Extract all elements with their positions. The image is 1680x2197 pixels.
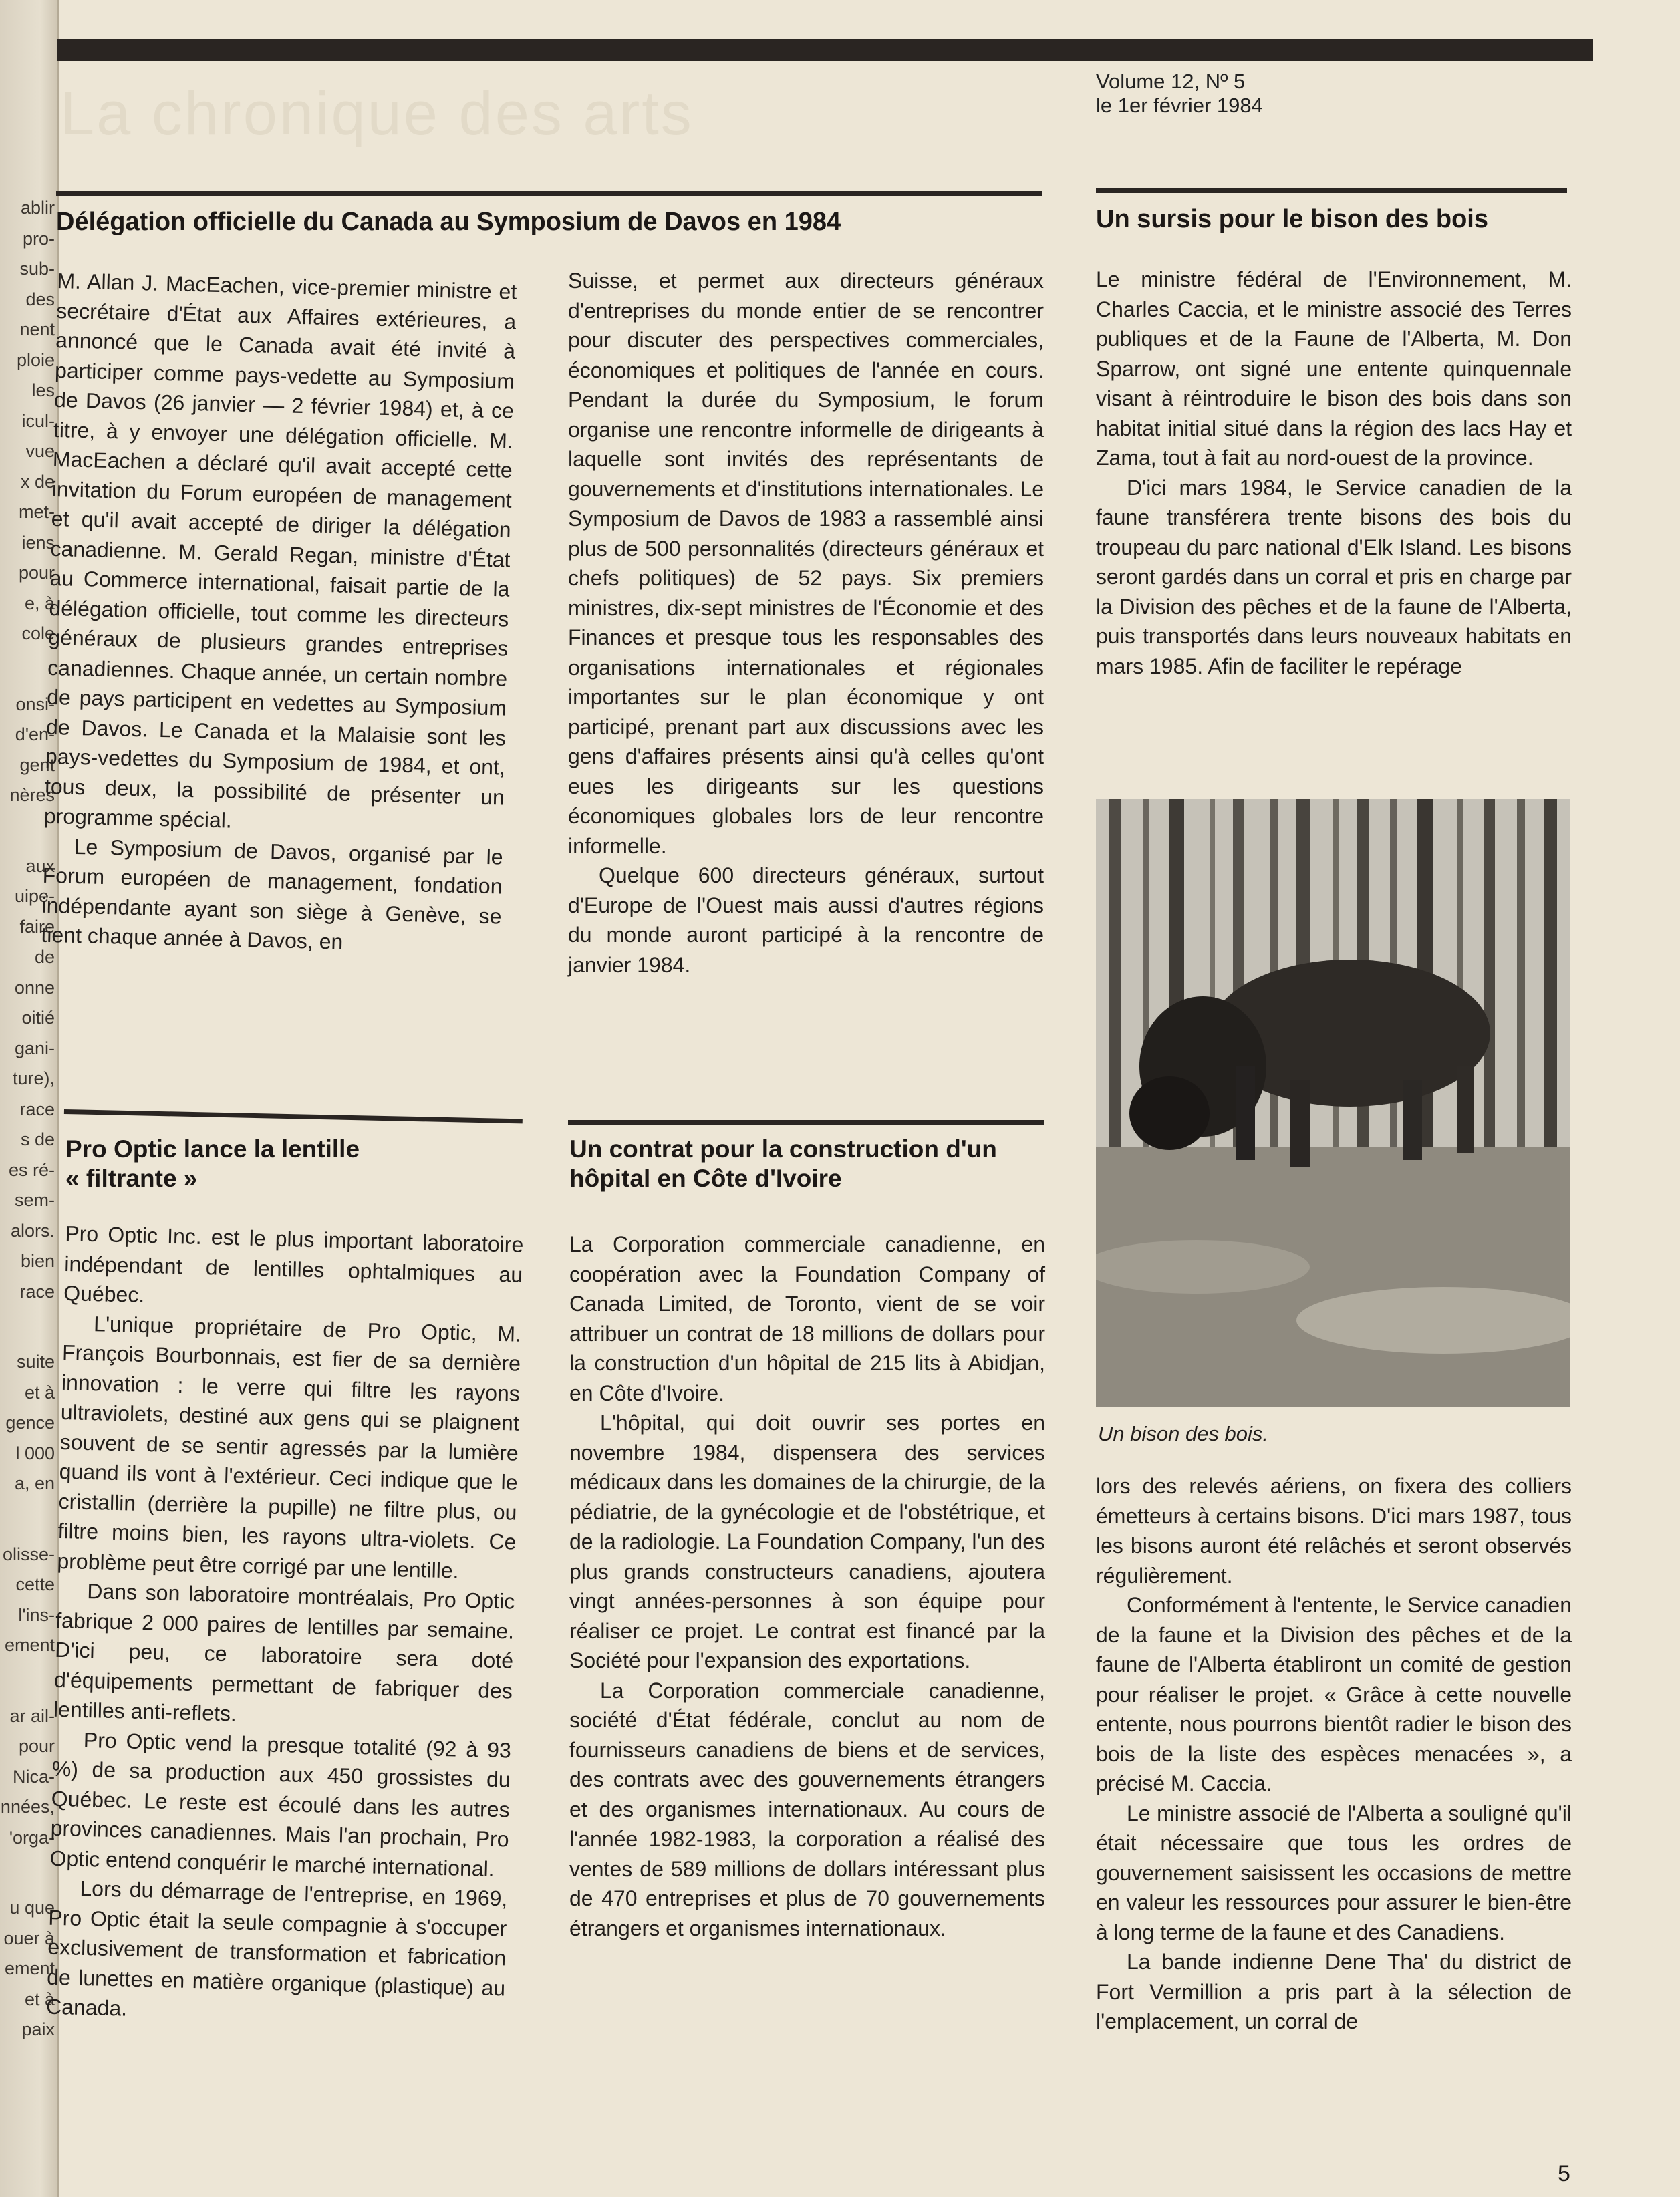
paragraph: Le Symposium de Davos, organisé par le Forum européen de management, fondation indépendante ayant son siège à Genève, se tient chaque année à Davos, en: [41, 834, 504, 954]
paragraph: Conformément à l'entente, le Service canadien de la faune et la Division des pêches et de la faune de l'Alberta établiront un comité de gestion pour réaliser le projet. « Grâce à cette nouvelle entente, nous pourrons bientôt radier le bison des bois de la liste des espèces menacées », a précisé M. Caccia.: [1096, 1593, 1572, 1795]
article-bison-body-bottom: [1096, 1471, 1572, 2037]
gutter-fragment: s de: [20, 1129, 55, 1149]
gutter-fragment: vue: [25, 441, 55, 461]
gutter-fragment: sub-: [19, 259, 55, 279]
article-davos-col2: [568, 266, 1044, 980]
paragraph: Suisse, et permet aux directeurs généraux d'entreprises du monde entier de se rencontrer pour discuter des perspectives commerciales, économiques et politiques de l'année en cours. Pendant la durée du Symposium, le forum organise une rencontre informelle de dirigeants à laquelle sont invités des représentants de gouvernements et d'institutions internationales. Le Symposium de Davos de 1983 a rassemblé ainsi plus de 500 personnalités (directeurs généraux et chefs politiques) de 52 pays. Six premiers ministres, dix-sept ministres de l'Économie et des Finances et presque tous les responsables des organisations internationales et régionales importantes sur le plan économique y ont participé, prenant part aux discussions avec les gens d'affaires présents ainsi qu'à celles qu'ont eues les dirigeants sur les questions économiques globales lors de leur rencontre informelle.: [568, 269, 1044, 858]
gutter-fragment: suite: [16, 1352, 55, 1372]
headline-line: Un contrat pour la construction d'un: [569, 1135, 997, 1163]
gutter-fragment: uipe-: [14, 886, 55, 906]
issue-info: [1096, 69, 1263, 118]
gutter-fragment: l'ins-: [18, 1604, 55, 1625]
headline-pro-optic: [65, 1135, 524, 1193]
paragraph: L'unique propriétaire de Pro Optic, M. François Bourbonnais, est fier de sa dernière innovation : le verre qui filtre les rayons ultraviolets, destiné aux gens qui se plaignent souvent de se sentir agressés par la lumière quand ils vont à l'extérieur. Ceci indique que le cristallin (derrière la pupille) ne filtre plus, ou filtre moins bien, les rayons ultra-violets. Ce problème peut être corrigé par une lentille.: [57, 1311, 522, 1583]
gutter-fragment: nent: [19, 319, 55, 339]
gutter-fragment: e, à: [24, 593, 55, 613]
gutter-fragment: ture),: [12, 1068, 55, 1088]
gutter-fragment: et à: [24, 1989, 55, 2009]
gutter-fragment: u que: [9, 1898, 55, 1918]
gutter-fragment: met-: [19, 502, 55, 522]
issue-date: le 1er février 1984: [1096, 94, 1263, 117]
photo-caption: Un bison des bois.: [1098, 1422, 1269, 1445]
gutter-fragment: race: [19, 1281, 55, 1302]
article-rule: [56, 191, 1042, 196]
gutter-fragment: ploie: [16, 349, 55, 370]
paragraph: M. Allan J. MacEachen, vice-premier ministre et secrétaire d'État aux Affaires extérieures, a annoncé que le Canada avait été invité à participer comme pays-vedette au Symposium de Davos (26 janvier — 2 février 1984) et, à ce titre, à y envoyer une délégation officielle. M. MacEachen a déclaré qu'il avait accepté cette invitation du Forum européen de management et qu'il avait accepté de diriger la délégation canadienne. M. Gerald Regan, ministre d'État au Commerce international, faisait partie de la délégation officielle, tout comme les directeurs généraux de plusieurs grandes entreprises canadiennes. Chaque année, un certain nombre de pays participent en vedettes au Symposium de Davos. Le Canada et la Malaisie sont les pays-vedettes du Symposium de 1984, et ont, tous deux, la possibilité de présenter un programme spécial.: [43, 268, 517, 833]
masthead: La chronique des arts: [60, 80, 694, 148]
article-davos-col1: [41, 266, 517, 961]
gutter-fragment: alors.: [10, 1220, 55, 1241]
gutter-fragment: cette: [15, 1574, 55, 1594]
gutter-fragment: paix: [21, 2019, 55, 2039]
article-rule: [568, 1120, 1044, 1125]
headline-bison: Un sursis pour le bison des bois: [1096, 205, 1488, 233]
gutter-fragment: gence: [5, 1413, 55, 1433]
gutter-fragment: de: [34, 947, 55, 967]
paragraph: Pro Optic Inc. est le plus important laboratoire indépendant de lentilles ophtalmiques au Québec.: [63, 1221, 524, 1307]
gutter-fragment: ar ail-: [9, 1705, 55, 1726]
gutter-fragment: sem-: [15, 1190, 55, 1210]
article-bison-body-top: [1096, 265, 1572, 681]
gutter-fragment: ement: [4, 1958, 55, 1979]
gutter-fragment: ouer à: [3, 1928, 55, 1948]
paragraph: L'hôpital, qui doit ouvrir ses portes en novembre 1984, dispensera des services médicaux dans les domaines de la chirurgie, de la pédiatrie, de la gynécologie et de l'obstétrique, et de la radiologie. La Foundation Company, l'un des plus grands constructeurs canadiens, ajoutera vingt années-personnes à son équipe pour réaliser ce projet. Le contrat est financé par la Société pour l'expansion des exportations.: [569, 1411, 1045, 1672]
paragraph: La Corporation commerciale canadienne, société d'État fédérale, conclut au nom de fournisseurs canadiens de biens et de services, des contrats avec des gouvernements étrangers et des organismes internationaux. Au cours de l'année 1982-1983, la corporation a réalisé des ventes de 589 millions de dollars intéressant plus de 470 entreprises et plus de 70 gouvernements étrangers et organismes internationaux.: [569, 1678, 1045, 1940]
article-contrat-body: [569, 1229, 1045, 1943]
gutter-fragment: d'en-: [15, 724, 55, 744]
bison-photo: [1096, 799, 1570, 1407]
gutter-fragment: iens: [21, 532, 55, 553]
gutter-fragment: icul-: [21, 410, 55, 431]
headline-line: Pro Optic lance la lentille: [65, 1135, 360, 1163]
gutter-fragment: nnées,: [0, 1797, 55, 1817]
gutter-fragment: ablir: [20, 198, 55, 218]
paragraph: La Corporation commerciale canadienne, en coopération avec la Foundation Company of Canada Limited, de Toronto, vient de se voir attribuer un contrat de 18 millions de dollars pour la construction d'un hôpital de 215 lits à Abidjan, en Côte d'Ivoire.: [569, 1232, 1045, 1405]
gutter-fragment: l 000: [15, 1443, 55, 1463]
gutter-fragment: es ré-: [8, 1159, 55, 1180]
gutter-fragment: onne: [14, 977, 55, 998]
article-rule: [1096, 188, 1567, 193]
gutter-fragment: bien: [20, 1251, 55, 1271]
paragraph: La bande indienne Dene Tha' du district de Fort Vermillion a pris part à la sélection de l'emplacement, un corral de: [1096, 1950, 1572, 2033]
paragraph: Dans son laboratoire montréalais, Pro Optic fabrique 2 000 paires de lentilles par semaine. D'ici peu, ce laboratoire sera doté d'équipements permettant de fabriquer des lentilles anti-reflets.: [53, 1578, 515, 1726]
article-pro-optic-body: [46, 1219, 524, 2033]
gutter-fragment: faire: [19, 916, 55, 937]
gutter-fragment: pour: [18, 1736, 55, 1756]
gutter-fragment: des: [25, 289, 55, 309]
gutter-fragment: cole: [21, 623, 55, 643]
article-rule: [64, 1109, 523, 1123]
headline-line: hôpital en Côte d'Ivoire: [569, 1165, 842, 1192]
gutter-fragment: a, en: [14, 1473, 55, 1493]
gutter-fragment: pro-: [22, 228, 55, 249]
gutter-fragment: olisse-: [2, 1544, 55, 1564]
gutter-fragment: 'orga-: [9, 1827, 55, 1848]
paragraph: D'ici mars 1984, le Service canadien de la faune transférera trente bisons des bois du troupeau du parc national d'Elk Island. Les bisons seront gardés dans un corral et pris en charge par la Division des pêches et de la faune de l'Alberta, puis transportés dans leurs nouveaux habitats en mars 1985. Afin de faciliter le repérage: [1096, 475, 1572, 678]
headline-davos: Délégation officielle du Canada au Symposium de Davos en 1984: [56, 208, 841, 236]
gutter-fragment: onsi-: [15, 694, 55, 714]
paragraph: Le ministre fédéral de l'Environnement, M. Charles Caccia, et le ministre associé des Terres publiques et de la Faune de l'Alberta, M. Don Sparrow, ont signé une entente quinquennale visant à réintroduire le bison des bois dans son habitat initial situé dans la région des lacs Hay et Zama, tout à fait au nord-ouest de la province.: [1096, 267, 1572, 470]
gutter-fragment: x de: [20, 471, 55, 492]
gutter-fragment: Nica-: [12, 1766, 55, 1787]
gutter-fragment: nères: [9, 785, 55, 805]
gutter-fragment: aux: [25, 855, 55, 876]
paragraph: lors des relevés aériens, on fixera des colliers émetteurs à certains bisons. D'ici mars 1987, tous les bisons auront été relâchés et seront observés régulièrement.: [1096, 1474, 1572, 1588]
page-number: 5: [1558, 2161, 1570, 2186]
headline-contrat: [569, 1135, 1045, 1193]
gutter-fragment: race: [19, 1098, 55, 1119]
gutter-fragment: gani-: [14, 1038, 55, 1058]
top-rule: [57, 39, 1593, 61]
gutter-fragment: les: [31, 380, 55, 400]
gutter-fragment: pour: [18, 563, 55, 583]
paragraph: Pro Optic vend la presque totalité (92 à 93 %) de sa production aux 450 grossistes du Québec. Le reste est écoulé dans les autres provinces canadiennes. Mais l'an prochain, Pro Optic entend conquérir le marché international.: [49, 1727, 512, 1881]
paragraph: Lors du démarrage de l'entreprise, en 1969, Pro Optic était la seule compagnie à s'occuper exclusivement de transformation et fabrication de lunettes en matière organique (plastique) au Canada.: [45, 1876, 508, 2021]
gutter-fragment: ement: [4, 1635, 55, 1655]
gutter-fragment: et à: [24, 1382, 55, 1403]
issue-volume: Volume 12, Nº 5: [1096, 69, 1246, 93]
gutter-fragment: oitié: [21, 1008, 55, 1028]
headline-line: « filtrante »: [65, 1165, 198, 1192]
paragraph: Le ministre associé de l'Alberta a souligné qu'il était nécessaire que tous les ordres de gouvernement saisissent les occasions de mettre en valeur les ressources pour assurer le bien-être à long terme de la faune et des Canadiens.: [1096, 1801, 1572, 1944]
gutter-fragment: gent: [19, 754, 55, 775]
paragraph: Quelque 600 directeurs généraux, surtout d'Europe de l'Ouest mais aussi d'autres régions du monde auront participé à la rencontre de janvier 1984.: [568, 863, 1044, 977]
